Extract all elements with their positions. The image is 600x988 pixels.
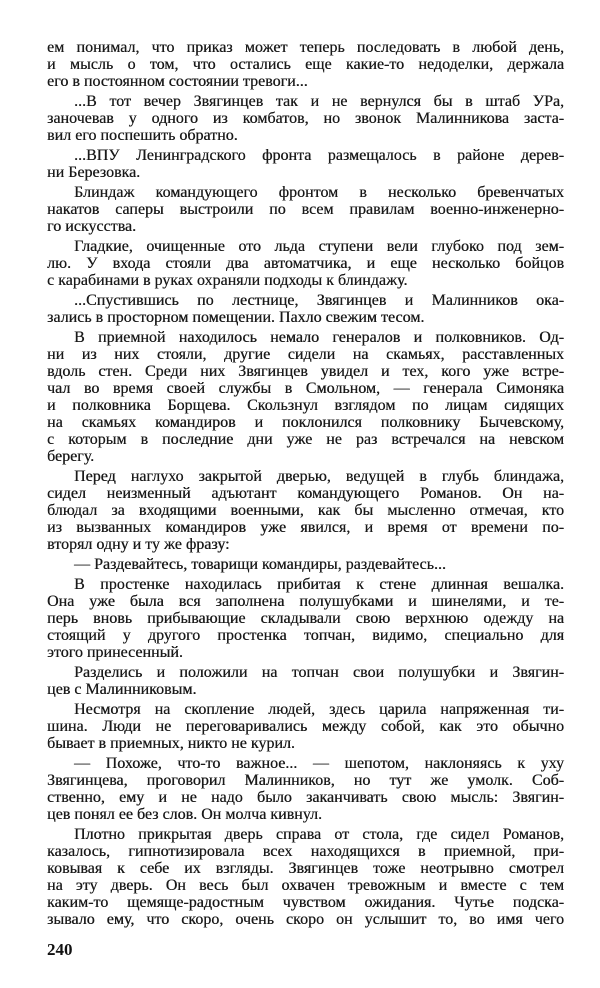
text-line: и мысль о том, что остались еще какие-то недоделки, держала bbox=[47, 56, 564, 73]
text-line: го искусства. bbox=[47, 218, 137, 235]
text-line: на скамьях командиров и поклонился полковнику Бычевскому, bbox=[47, 414, 564, 431]
text-line: зывало ему, что скоро, очень скоро он услышит то, во имя чего bbox=[47, 911, 564, 928]
text-line: ковывая к себе их взгляды. Звягинцев тоже неотрывно смотрел bbox=[47, 860, 564, 877]
text-line: с которым в последние дни уже не раз встречался на невском bbox=[47, 431, 564, 448]
text-line: цев с Малинниковым. bbox=[47, 681, 197, 698]
text-line: казалось, гипнотизировала всех находящихся в приемной, при- bbox=[47, 843, 564, 860]
text-line: Плотно прикрытая дверь справа от стола, где сидел Романов, bbox=[74, 826, 564, 843]
text-line: из вызванных командиров уже явился, и время от времени по- bbox=[47, 519, 564, 536]
paragraph bbox=[47, 292, 564, 326]
text-line: Разделись и положили на топчан свои полушубки и Звягин- bbox=[74, 664, 564, 681]
text-line: ...ВПУ Ленинградского фронта размещалось в районе дерев- bbox=[74, 147, 564, 164]
text-line: ...Спустившись по лестнице, Звягинцев и Малинников ока- bbox=[74, 292, 564, 309]
text-line: Перед наглухо закрытой дверью, ведущей в глубь блиндажа, bbox=[74, 468, 564, 485]
text-line: каким-то щемяще-радостным чувством ожидания. Чутье подска- bbox=[47, 894, 564, 911]
text-line: ни из них стояли, другие сидели на скамьях, расставленных bbox=[47, 346, 564, 363]
paragraph bbox=[47, 755, 564, 823]
text-line: перь вновь прибывающие складывали свою верхнюю одежду на bbox=[47, 610, 564, 627]
text-line: — Раздевайтесь, товарищи командиры, раздевайтесь... bbox=[74, 556, 446, 573]
text-line: и полковника Борщева. Скользнул взглядом по лицам сидящих bbox=[47, 397, 564, 414]
text-line: ем понимал, что приказ может теперь последовать в любой день, bbox=[47, 39, 564, 56]
text-line: накатов саперы выстроили по всем правилам военно-инженерно- bbox=[47, 201, 564, 218]
text-line: чал во время своей службы в Смольном, — генерала Симоняка bbox=[47, 380, 564, 397]
text-line: — Похоже, что-то важное... — шепотом, наклоняясь к уху bbox=[74, 755, 564, 772]
text-line: зались в просторном помещении. Пахло свежим тесом. bbox=[47, 309, 425, 326]
text-line: вдоль стен. Среди них Звягинцев увидел и тех, кого уже встре- bbox=[47, 363, 564, 380]
text-line: его в постоянном состоянии тревоги... bbox=[47, 73, 308, 90]
book-page-text bbox=[47, 39, 564, 931]
text-line: ни Березовка. bbox=[47, 164, 141, 181]
text-line: лю. У входа стояли два автоматчика, и еще несколько бойцов bbox=[47, 255, 564, 272]
text-line: Она уже была вся заполнена полушубками и шинелями, и те- bbox=[47, 593, 564, 610]
text-line: В простенке находилась прибитая к стене длинная вешалка. bbox=[74, 576, 564, 593]
text-line: с карабинами в руках охраняли подходы к блиндажу. bbox=[47, 272, 408, 289]
paragraph bbox=[47, 576, 564, 661]
text-line: ...В тот вечер Звягинцев так и не вернулся бы в штаб УРа, bbox=[74, 93, 564, 110]
paragraph bbox=[47, 556, 564, 573]
text-line: этого принесенный. bbox=[47, 644, 183, 661]
page-number: 240 bbox=[47, 940, 73, 959]
text-line: шина. Люди не переговаривались между собой, как это обычно bbox=[47, 718, 564, 735]
paragraph bbox=[47, 701, 564, 752]
text-line: Гладкие, очищенные ото льда ступени вели глубоко под зем- bbox=[74, 238, 564, 255]
text-line: на эту дверь. Он весь был охвачен тревожным и вместе с тем bbox=[47, 877, 564, 894]
text-line: Звягинцева, проговорил Малинников, но тут же умолк. Соб- bbox=[47, 772, 564, 789]
text-line: вторял одну и ту же фразу: bbox=[47, 536, 230, 553]
text-line: Несмотря на скопление людей, здесь царила напряженная ти- bbox=[74, 701, 564, 718]
paragraph bbox=[47, 184, 564, 235]
text-line: бывает в приемных, никто не курил. bbox=[47, 735, 295, 752]
text-line: блюдал за входящими военными, как бы мысленно отмечая, кто bbox=[47, 502, 564, 519]
paragraph bbox=[47, 39, 564, 90]
text-line: сидел неизменный адъютант командующего Романов. Он на- bbox=[47, 485, 564, 502]
text-line: берегу. bbox=[47, 448, 95, 465]
paragraph bbox=[47, 93, 564, 144]
paragraph bbox=[47, 826, 564, 928]
paragraph bbox=[47, 238, 564, 289]
paragraph bbox=[47, 664, 564, 698]
text-line: стоящий у другого простенка топчан, видимо, специально для bbox=[47, 627, 564, 644]
text-line: цев понял ее без слов. Он молча кивнул. bbox=[47, 806, 322, 823]
paragraph bbox=[47, 147, 564, 181]
paragraph bbox=[47, 329, 564, 465]
text-line: Блиндаж командующего фронтом в несколько бревенчатых bbox=[74, 184, 564, 201]
text-line: вил его поспешить обратно. bbox=[47, 127, 238, 144]
text-line: В приемной находилось немало генералов и полковников. Од- bbox=[74, 329, 564, 346]
text-line: ственно, ему и не надо было заканчивать свою мысль: Звягин- bbox=[47, 789, 564, 806]
text-line: заночевав у одного из комбатов, но звонок Малинникова заста- bbox=[47, 110, 564, 127]
paragraph bbox=[47, 468, 564, 553]
